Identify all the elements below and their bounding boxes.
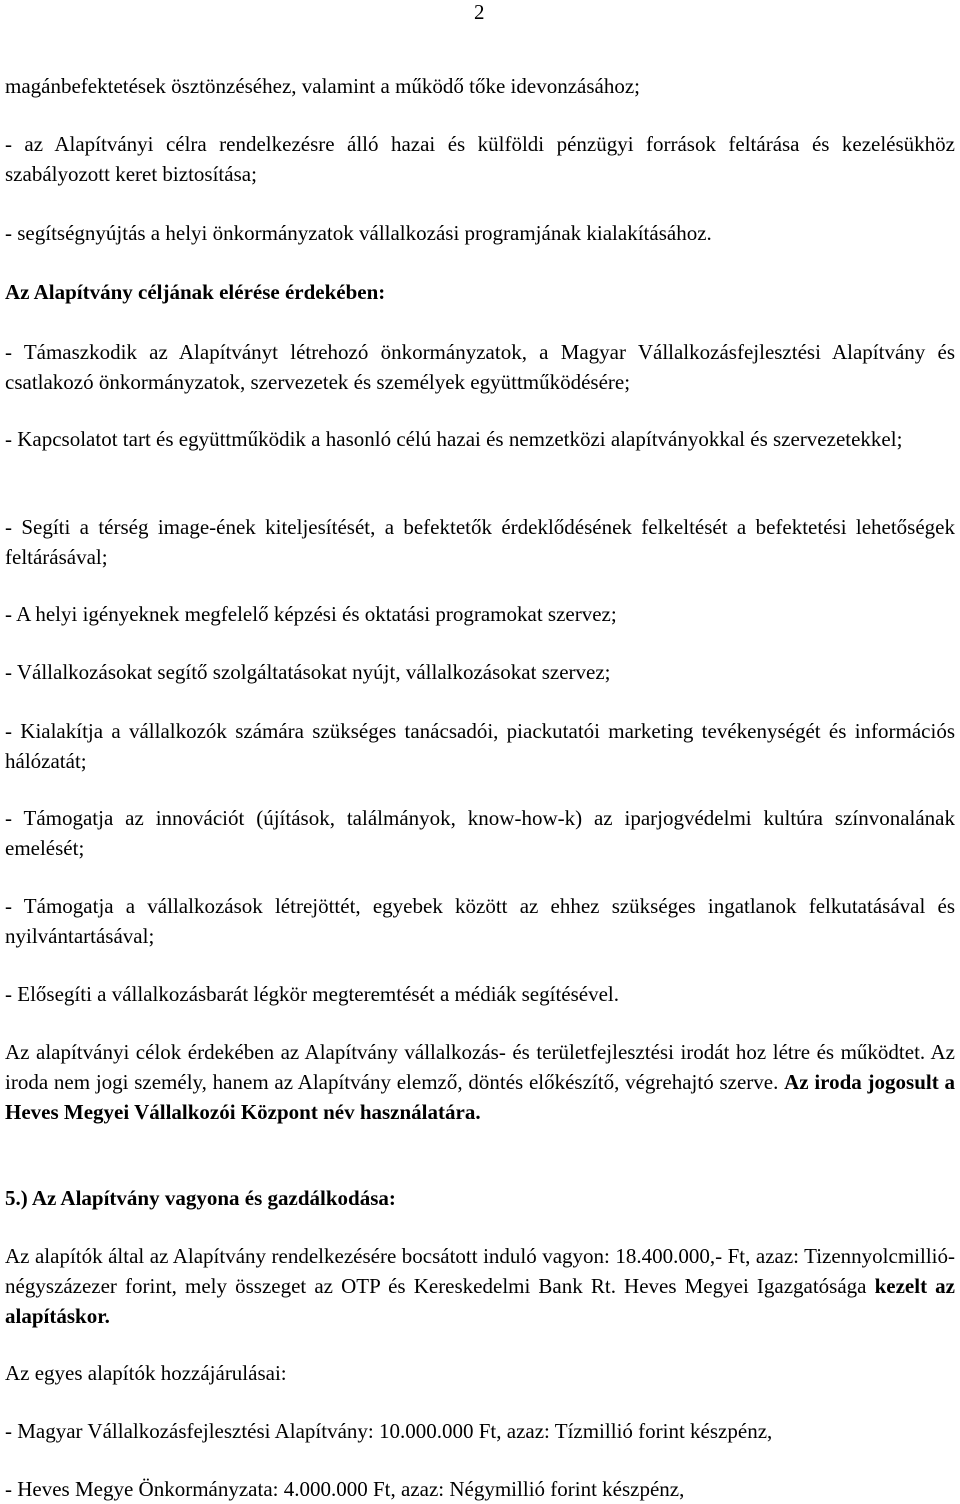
list-item-municipal-assistance: - segítségnyújtás a helyi önkormányzatok vállalkozási programjának kialakításához. (5, 221, 712, 245)
list-item-consulting: - Kialakítja a vállalkozók számára szükséges tanácsadói, piackutatói marketing tevékenységét és információs hálózatát; (5, 719, 955, 773)
list-item-funding-sources: - az Alapítványi célra rendelkezésre álló hazai és külföldi pénzügyi források feltárása és kezelésükhöz szabályozott keret biztosítása; (5, 132, 955, 186)
list-item-investors: - Segíti a térség image-ének kiteljesítését, a befektetők érdeklődésének felkeltését a befektetési lehetőségek feltárásával; (5, 515, 955, 569)
list-item-contacts: - Kapcsolatot tart és együttműködik a hasonló célú hazai és nemzetközi alapítványokkal és szervezetekkel; (5, 427, 903, 451)
section-heading-goals: Az Alapítvány céljának elérése érdekében: (5, 280, 386, 304)
list-item-training: - A helyi igényeknek megfelelő képzési és oktatási programokat szervez; (5, 602, 617, 626)
paragraph-office (5, 1037, 955, 1127)
paragraph-initial-assets (5, 1241, 955, 1331)
list-item-contribution-mva: - Magyar Vállalkozásfejlesztési Alapítvány: 10.000.000 Ft, azaz: Tízmillió forint készpénz, (5, 1419, 773, 1443)
list-item-services: - Vállalkozásokat segítő szolgáltatásokat nyújt, vállalkozásokat szervez; (5, 660, 611, 684)
list-item-real-estate: - Támogatja a vállalkozások létrejöttét, egyebek között az ehhez szükséges ingatlanok felkutatásával és nyilvántartásával; (5, 894, 955, 948)
section-heading-assets: 5.) Az Alapítvány vagyona és gazdálkodása: (5, 1186, 396, 1210)
paragraph-intro-continuation: magánbefektetések ösztönzéséhez, valamint a működő tőke idevonzásához; (5, 74, 641, 98)
list-item-cooperation: - Támaszkodik az Alapítványt létrehozó önkormányzatok, a Magyar Vállalkozásfejlesztési Alapítvány és csatlakozó önkormányzatok, szervezetek és személyek együttműködésére; (5, 340, 955, 394)
paragraph-contributions-heading: Az egyes alapítók hozzájárulásai: (5, 1361, 287, 1385)
list-item-innovation: - Támogatja az innovációt (újítások, találmányok, know-how-k) az iparjogvédelmi kultúra színvonalának emelését; (5, 806, 955, 860)
paragraph-initial-assets-text: Az alapítók által az Alapítvány rendelkezésére bocsátott induló vagyon: 18.400.000,- Ft, azaz: Tizennyolcmillió-négyszázezer forint, mely összeget az OTP és Kereskedelmi Bank Rt. Heves Megyei Igazgatósága (5, 1244, 955, 1298)
list-item-media: - Elősegíti a vállalkozásbarát légkör megteremtését a médiák segítésével. (5, 982, 620, 1006)
page-number: 2 (474, 0, 485, 24)
list-item-contribution-heves: - Heves Megye Önkormányzata: 4.000.000 Ft, azaz: Négymillió forint készpénz, (5, 1477, 685, 1501)
paragraph-office-text: Az alapítványi célok érdekében az Alapítvány vállalkozás- és területfejlesztési irodát hoz létre és működtet. Az iroda nem jogi személy, hanem az Alapítvány elemző, döntés előkészítő, végrehajtó szerve. (5, 1040, 955, 1094)
paragraph-initial-assets-bold: kezelt az alapításkor. (5, 1274, 955, 1328)
paragraph-office-bold: Az iroda jogosult a Heves Megyei Vállalkozói Központ név használatára. (5, 1070, 955, 1124)
